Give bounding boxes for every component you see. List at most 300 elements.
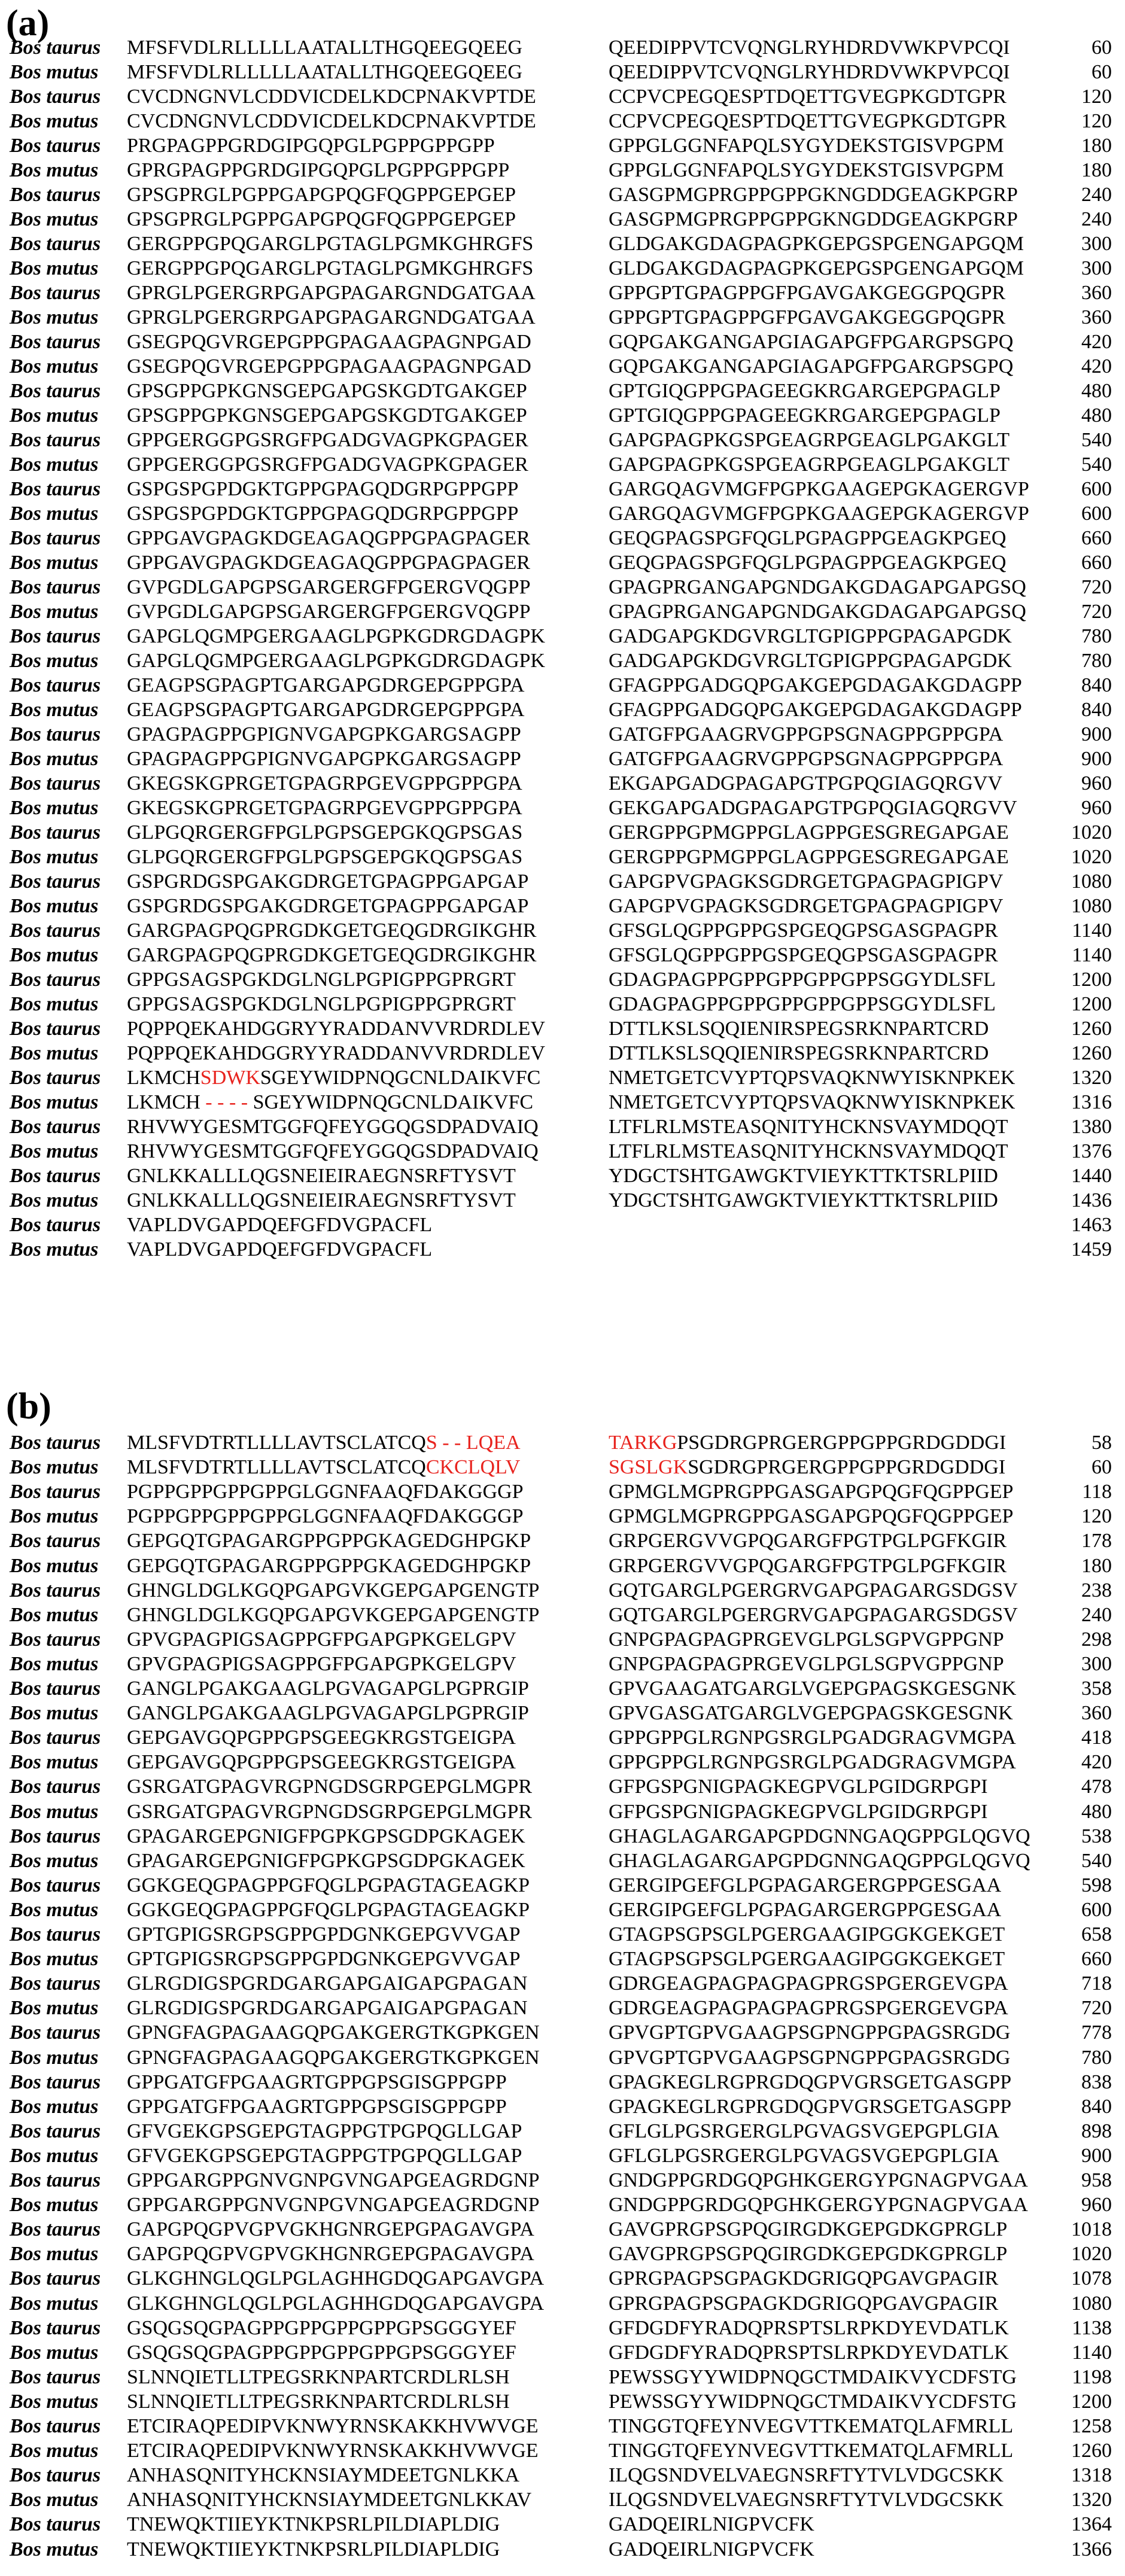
residue-position: 958 bbox=[1081, 2169, 1112, 2191]
species-label: Bos mutus bbox=[10, 1603, 99, 1626]
sequence-block-1 bbox=[127, 160, 509, 181]
species-label: Bos mutus bbox=[10, 944, 99, 966]
highlighted-residues: SGSLGK bbox=[609, 1456, 688, 1479]
species-label: Bos taurus bbox=[10, 1825, 101, 1847]
residue-position: 58 bbox=[1091, 1432, 1112, 1454]
residues: GGKGEQGPAGPPGFQGLPGPAGTAGEAGKP bbox=[127, 1898, 530, 1921]
residues: GLDGAKGDAGPAGPKGEPGSPGENGAPGQM bbox=[609, 233, 1024, 255]
sequence-block-2 bbox=[609, 2318, 1009, 2339]
residues: GHAGLAGARGAPGPDGNNGAQGPPGLQGVQ bbox=[609, 1849, 1030, 1872]
residues: GDRGEAGPAGPAGPAGPRGSPGERGEVGPA bbox=[609, 1972, 1008, 1995]
sequence-block-2 bbox=[609, 86, 1007, 107]
residue-position: 1018 bbox=[1071, 2218, 1112, 2241]
alignment-row bbox=[0, 111, 1125, 132]
species-label: Bos taurus bbox=[10, 184, 101, 206]
species-label: Bos mutus bbox=[10, 601, 99, 623]
residue-position: 240 bbox=[1081, 1603, 1112, 1626]
sequence-block-2 bbox=[609, 37, 1010, 58]
species-label: Bos mutus bbox=[10, 2341, 99, 2364]
sequence-block-1 bbox=[127, 135, 495, 156]
sequence-block-2 bbox=[609, 528, 1006, 549]
residues: GPVGPAGPIGSAGPPGFPGAPGPKGELGPV bbox=[127, 1628, 516, 1651]
residues: EKGAPGADGPAGAPGTPGPQGIAGQRGVV bbox=[609, 772, 1003, 794]
sequence-block-1 bbox=[127, 1629, 516, 1650]
residues: GPVGASGATGARGLVGEPGPAGSKGESGNK bbox=[609, 1702, 1013, 1725]
sequence-block-2 bbox=[609, 1899, 1001, 1920]
sequence-block-1 bbox=[127, 430, 528, 450]
residues: GNLKKALLLQGSNEIEIRAEGNSRFTYSVT bbox=[127, 1165, 516, 1187]
residues: PRGPAGPPGRDGIPGQPGLPGPPGPPGPP bbox=[127, 135, 495, 157]
residue-position: 1080 bbox=[1071, 870, 1112, 893]
residue-position: 1316 bbox=[1071, 1091, 1112, 1113]
residue-position: 180 bbox=[1081, 135, 1112, 157]
residue-position: 480 bbox=[1081, 404, 1112, 427]
residues: GPPGERGGPGSRGFPGADGVAGPKGPAGER bbox=[127, 429, 528, 451]
sequence-block-2 bbox=[609, 2072, 1011, 2093]
species-label: Bos mutus bbox=[10, 1751, 99, 1774]
residues: CVCDNGNVLCDDVICDELKDCPNAKVPTDE bbox=[127, 110, 536, 132]
sequence-block-1 bbox=[127, 2072, 507, 2093]
residues: GQPGAKGANGAPGIAGAPGFPGARGPSGPQ bbox=[609, 355, 1014, 377]
alignment-row bbox=[0, 135, 1125, 156]
sequence-block-1 bbox=[127, 37, 522, 58]
alignment-row bbox=[0, 920, 1125, 941]
sequence-block-1 bbox=[127, 871, 528, 892]
residues: GPPGSAGSPGKDGLNGLPGPIGPPGPRGRT bbox=[127, 969, 516, 991]
alignment-row bbox=[0, 577, 1125, 598]
residues: GFPGSPGNIGPAGKEGPVGLPGIDGRPGPI bbox=[609, 1800, 988, 1823]
residues: LKMCH bbox=[127, 1067, 200, 1089]
species-label: Bos taurus bbox=[10, 1727, 101, 1749]
species-label: Bos mutus bbox=[10, 1800, 99, 1823]
species-label: Bos mutus bbox=[10, 404, 99, 427]
sequence-block-1 bbox=[127, 1752, 516, 1773]
alignment-row bbox=[0, 430, 1125, 450]
residue-position: 960 bbox=[1081, 797, 1112, 819]
sequence-block-2 bbox=[609, 1092, 1015, 1113]
residues: GSQGSQGPAGPPGPPGPPGPPGPSGGGYEF bbox=[127, 2341, 516, 2364]
residues: GPPGSAGSPGKDGLNGLPGPIGPPGPRGRT bbox=[127, 993, 516, 1015]
sequence-block-2 bbox=[609, 1116, 1008, 1137]
residue-position: 360 bbox=[1081, 282, 1112, 304]
sequence-block-1 bbox=[127, 2096, 507, 2117]
sequence-block-1 bbox=[127, 2121, 522, 2142]
sequence-block-2 bbox=[609, 160, 1004, 181]
sequence-block-2 bbox=[609, 430, 1010, 450]
alignment-row bbox=[0, 1214, 1125, 1235]
alignment-row bbox=[0, 601, 1125, 622]
residue-position: 120 bbox=[1081, 110, 1112, 132]
sequence-block-2 bbox=[609, 822, 1009, 843]
residues: GPNGFAGPAGAAGQPGAKGERGTKGPKGEN bbox=[127, 2046, 540, 2069]
sequence-block-1 bbox=[127, 2391, 510, 2412]
sequence-block-2 bbox=[609, 356, 1013, 377]
residues: GSPGRDGSPGAKGDRGETGPAGPPGAPGAP bbox=[127, 870, 529, 893]
alignment-row bbox=[0, 1801, 1125, 1822]
alignment-row bbox=[0, 1457, 1125, 1478]
residues: RHVWYGESMTGGFQFEYGGQGSDPADVAIQ bbox=[127, 1116, 539, 1138]
alignment-row bbox=[0, 1998, 1125, 2018]
alignment-row bbox=[0, 773, 1125, 794]
residues: GSRGATGPAGVRGPNGDSGRPGEPGLMGPR bbox=[127, 1776, 533, 1798]
sequence-block-2 bbox=[609, 111, 1007, 132]
sequence-block-2 bbox=[609, 2514, 814, 2535]
species-label: Bos taurus bbox=[10, 1628, 101, 1651]
residue-position: 898 bbox=[1081, 2120, 1112, 2142]
residues: GFVGEKGPSGEPGTAGPPGTPGPQGLLGAP bbox=[127, 2144, 522, 2167]
sequence-block-2 bbox=[609, 2440, 1013, 2461]
residues: GDAGPAGPPGPPGPPGPPGPPSGGYDLSFL bbox=[609, 969, 996, 991]
species-label: Bos taurus bbox=[10, 576, 101, 598]
alignment-row bbox=[0, 1752, 1125, 1773]
residue-position: 538 bbox=[1081, 1825, 1112, 1847]
residue-position: 360 bbox=[1081, 1702, 1112, 1725]
sequence-block-1 bbox=[127, 1190, 516, 1211]
sequence-block-1 bbox=[127, 1165, 516, 1186]
sequence-block-1 bbox=[127, 601, 530, 622]
alignment-row bbox=[0, 1875, 1125, 1896]
residue-position: 1320 bbox=[1071, 2489, 1112, 2511]
alignment-row bbox=[0, 1703, 1125, 1724]
residues: CCPVCPEGQESPTDQETTGVEGPKGDTGPR bbox=[609, 86, 1007, 108]
sequence-block-1 bbox=[127, 797, 522, 818]
species-label: Bos taurus bbox=[10, 2169, 101, 2191]
species-label: Bos taurus bbox=[10, 1018, 101, 1040]
residues: GPMGLMGPRGPPGASGAPGPQGFQGPPGEP bbox=[609, 1481, 1014, 1503]
residues: GAPGLQGMPGERGAAGLPGPKGDRGDAGPK bbox=[127, 650, 545, 672]
residue-position: 1463 bbox=[1071, 1214, 1112, 1236]
residues: GTAGPSGPSGLPGERGAAGIPGGKGEKGET bbox=[609, 1948, 1005, 1971]
residues: GPSGPRGLPGPPGAPGPQGFQGPPGEPGEP bbox=[127, 184, 516, 206]
species-label: Bos taurus bbox=[10, 86, 101, 108]
alignment-row bbox=[0, 2170, 1125, 2191]
sequence-block-1 bbox=[127, 454, 528, 475]
residues: GFLGLPGSRGERGLPGVAGSVGEPGPLGIA bbox=[609, 2120, 1000, 2142]
sequence-block-1 bbox=[127, 650, 545, 671]
sequence-block-1 bbox=[127, 1018, 545, 1039]
alignment-row bbox=[0, 822, 1125, 843]
alignment-row bbox=[0, 282, 1125, 303]
sequence-block-2 bbox=[609, 1654, 1004, 1674]
residue-position: 1020 bbox=[1071, 846, 1112, 868]
species-label: Bos taurus bbox=[10, 1874, 101, 1896]
alignment-row bbox=[0, 1018, 1125, 1039]
residues: VAPLDVGAPDQEFGFDVGPACFL bbox=[127, 1214, 433, 1236]
sequence-block-1 bbox=[127, 2539, 500, 2560]
sequence-block-1 bbox=[127, 2342, 516, 2363]
sequence-block-2 bbox=[609, 626, 1012, 647]
residues: GAVGPRGPSGPQGIRGDKGEPGDKGPRGLP bbox=[609, 2243, 1008, 2266]
sequence-block-1 bbox=[127, 2318, 516, 2339]
residues: GPAGARGEPGNIGFPGPKGPSGDPGKAGEK bbox=[127, 1849, 525, 1872]
sequence-block-1 bbox=[127, 1481, 524, 1502]
sequence-block-1 bbox=[127, 2022, 540, 2043]
sequence-block-1 bbox=[127, 1555, 531, 1576]
residue-position: 480 bbox=[1081, 1800, 1112, 1823]
species-label: Bos mutus bbox=[10, 503, 99, 525]
alignment-row bbox=[0, 626, 1125, 647]
sequence-block-2 bbox=[609, 1043, 989, 1064]
residue-position: 600 bbox=[1081, 503, 1112, 525]
residues: GPVGPTGPVGAAGPSGPNGPPGPAGSRGDG bbox=[609, 2046, 1011, 2069]
residue-position: 838 bbox=[1081, 2070, 1112, 2093]
residues: GATGFPGAAGRVGPPGPSGNAGPPGPPGPA bbox=[609, 723, 1004, 745]
sequence-block-2 bbox=[609, 1629, 1004, 1650]
residues: MLSFVDTRTLLLLAVTSCLATCQ bbox=[127, 1456, 426, 1479]
alignment-row bbox=[0, 1432, 1125, 1453]
residue-position: 1258 bbox=[1071, 2415, 1112, 2437]
alignment-row bbox=[0, 1580, 1125, 1601]
sequence-block-2 bbox=[609, 969, 996, 990]
sequence-block-1 bbox=[127, 2440, 539, 2461]
residues: YDGCTSHTGAWGKTVIEYKTTKTSRLPIID bbox=[609, 1165, 998, 1187]
sequence-block-2 bbox=[609, 2170, 1028, 2191]
species-label: Bos taurus bbox=[10, 135, 101, 157]
sequence-block-2 bbox=[609, 2391, 1017, 2412]
species-label: Bos mutus bbox=[10, 1189, 99, 1211]
alignment-row bbox=[0, 1924, 1125, 1945]
residue-position: 1080 bbox=[1071, 895, 1112, 917]
alignment-row bbox=[0, 650, 1125, 671]
species-label: Bos mutus bbox=[10, 2144, 99, 2167]
alignment-row bbox=[0, 2489, 1125, 2510]
species-label: Bos mutus bbox=[10, 1849, 99, 1872]
sequence-block-2 bbox=[609, 282, 1005, 303]
species-label: Bos mutus bbox=[10, 355, 99, 377]
sequence-block-2 bbox=[609, 1998, 1008, 2018]
residues: GPPGAVGPAGKDGEAGAQGPPGPAGPAGER bbox=[127, 527, 530, 549]
species-label: Bos mutus bbox=[10, 650, 99, 672]
residue-position: 840 bbox=[1081, 2095, 1112, 2118]
species-label: Bos mutus bbox=[10, 110, 99, 132]
sequence-block-2 bbox=[609, 1727, 1016, 1748]
alignment-row bbox=[0, 2022, 1125, 2043]
species-label: Bos taurus bbox=[10, 380, 101, 402]
alignment-row bbox=[0, 356, 1125, 377]
species-label: Bos taurus bbox=[10, 1972, 101, 1995]
alignment-row bbox=[0, 1165, 1125, 1186]
sequence-block-2 bbox=[609, 2145, 999, 2166]
alignment-row bbox=[0, 2072, 1125, 2093]
residue-position: 300 bbox=[1081, 257, 1112, 279]
species-label: Bos taurus bbox=[10, 1530, 101, 1552]
alignment-row bbox=[0, 1555, 1125, 1576]
species-label: Bos taurus bbox=[10, 2120, 101, 2142]
sequence-block-1 bbox=[127, 1239, 432, 1260]
residues: TINGGTQFEYNVEGVTTKEMATQLAFMRLL bbox=[609, 2440, 1014, 2462]
alignment-row bbox=[0, 748, 1125, 769]
species-label: Bos taurus bbox=[10, 429, 101, 451]
residues: GANGLPGAKGAAGLPGVAGAPGLPGPRGIP bbox=[127, 1702, 529, 1725]
alignment-row bbox=[0, 1948, 1125, 1969]
residues: PQPPQEKAHDGGRYYRADDANVVRDRDLEV bbox=[127, 1042, 545, 1064]
residues: ILQGSNDVELVAEGNSRFTYTVLVDGCSKK bbox=[609, 2464, 1004, 2487]
alignment-row bbox=[0, 479, 1125, 500]
residues: SLNNQIETLLTPEGSRKNPARTCRDLRLSH bbox=[127, 2390, 510, 2413]
sequence-block-1 bbox=[127, 1530, 531, 1551]
residue-position: 120 bbox=[1081, 1505, 1112, 1528]
sequence-block-2 bbox=[609, 699, 1022, 720]
species-label: Bos mutus bbox=[10, 552, 99, 574]
sequence-block-1 bbox=[127, 1850, 525, 1871]
residues: GPTGPIGSRGPSGPPGPDGNKGEPGVVGAP bbox=[127, 1923, 521, 1945]
sequence-block-2 bbox=[609, 62, 1010, 83]
residues: GEPGAVGQPGPPGPSGEEGKRGSTGEIGPA bbox=[127, 1727, 516, 1749]
residues: GPAGKEGLRGPRGDQGPVGRSGETGASGPP bbox=[609, 2070, 1012, 2093]
alignment-row bbox=[0, 945, 1125, 966]
species-label: Bos taurus bbox=[10, 2513, 101, 2536]
residues: GPTGIQGPPGPAGEEGKRGARGEPGPAGLP bbox=[609, 380, 1001, 402]
residues: GADQEIRLNIGPVCFK bbox=[609, 2538, 814, 2560]
residues: PEWSSGYYWIDPNQGCTMDAIKVYCDFSTG bbox=[609, 2390, 1017, 2413]
sequence-block-2 bbox=[609, 847, 1009, 867]
species-label: Bos taurus bbox=[10, 969, 101, 991]
residue-position: 720 bbox=[1081, 1997, 1112, 2020]
sequence-block-1 bbox=[127, 675, 524, 696]
species-label: Bos taurus bbox=[10, 2365, 101, 2388]
residues: GDAGPAGPPGPPGPPGPPGPPSGGYDLSFL bbox=[609, 993, 996, 1015]
residue-position: 600 bbox=[1081, 1898, 1112, 1921]
residues: ETCIRAQPEDIPVKNWYRNSKAKKHVWVGE bbox=[127, 2440, 539, 2462]
residues: GAPGLQGMPGERGAAGLPGPKGDRGDAGPK bbox=[127, 625, 545, 647]
sequence-block-2 bbox=[609, 331, 1013, 352]
alignment-row bbox=[0, 2318, 1125, 2339]
sequence-block-2 bbox=[609, 1018, 989, 1039]
sequence-block-1 bbox=[127, 380, 527, 401]
alignment-row bbox=[0, 307, 1125, 328]
residues: GEQGPAGSPGFQGLPGPAGPPGEAGKPGEQ bbox=[609, 552, 1007, 574]
species-label: Bos taurus bbox=[10, 1432, 101, 1454]
residues: GPPGATGFPGAAGRTGPPGPSGISGPPGPP bbox=[127, 2070, 507, 2093]
species-label: Bos taurus bbox=[10, 1067, 101, 1089]
species-label: Bos taurus bbox=[10, 1214, 101, 1236]
sequence-block-2 bbox=[609, 1141, 1008, 1162]
sequence-block-2 bbox=[609, 1752, 1016, 1773]
residues: GERGIPGEFGLPGPAGARGERGPPGESGAA bbox=[609, 1874, 1002, 1896]
species-label: Bos mutus bbox=[10, 159, 99, 181]
residues: DTTLKSLSQQIENIRSPEGSRKNPARTCRD bbox=[609, 1042, 989, 1064]
residue-position: 660 bbox=[1081, 1948, 1112, 1971]
sequence-block-2 bbox=[609, 1826, 1030, 1847]
alignment-row bbox=[0, 184, 1125, 205]
species-label: Bos mutus bbox=[10, 699, 99, 721]
residues: GAPGPVGPAGKSGDRGETGPAGPAGPIGPV bbox=[609, 895, 1004, 917]
sequence-block-1 bbox=[127, 282, 536, 303]
residue-position: 478 bbox=[1081, 1776, 1112, 1798]
sequence-block-2 bbox=[609, 1555, 1007, 1576]
species-label: Bos taurus bbox=[10, 1677, 101, 1700]
residues: GPVGPAGPIGSAGPPGFPGAPGPKGELGPV bbox=[127, 1652, 516, 1675]
residues: GERGPPGPMGPPGLAGPPGESGREGAPGAE bbox=[609, 821, 1009, 844]
residue-position: 418 bbox=[1081, 1727, 1112, 1749]
residues: GFSGLQGPPGPPGSPGEQGPSGASGPAGPR bbox=[609, 944, 998, 966]
residues: SLNNQIETLLTPEGSRKNPARTCRDLRLSH bbox=[127, 2365, 510, 2388]
residues: GKEGSKGPRGETGPAGRPGEVGPPGPPGPA bbox=[127, 772, 522, 794]
residues: MLSFVDTRTLLLLAVTSCLATCQ bbox=[127, 1432, 426, 1454]
alignment-row bbox=[0, 871, 1125, 892]
residue-position: 900 bbox=[1081, 748, 1112, 770]
residues: ILQGSNDVELVAEGNSRFTYTVLVDGCSKK bbox=[609, 2489, 1004, 2511]
alignment-row bbox=[0, 1826, 1125, 1847]
species-label: Bos mutus bbox=[10, 895, 99, 917]
residue-position: 1260 bbox=[1071, 1042, 1112, 1064]
residue-position: 780 bbox=[1081, 625, 1112, 647]
alignment-row bbox=[0, 2268, 1125, 2289]
residues: GRPGERGVVGPQGARGFPGTPGLPGFKGIR bbox=[609, 1554, 1007, 1577]
alignment-row bbox=[0, 1899, 1125, 1920]
residues: CVCDNGNVLCDDVICDELKDCPNAKVPTDE bbox=[127, 86, 536, 108]
sequence-block-2 bbox=[609, 2293, 998, 2314]
sequence-block-1 bbox=[127, 552, 530, 573]
residues: GQTGARGLPGERGRVGAPGPAGARGSDGSV bbox=[609, 1603, 1018, 1626]
species-label: Bos taurus bbox=[10, 331, 101, 353]
alignment-row bbox=[0, 2219, 1125, 2240]
residue-position: 180 bbox=[1081, 1554, 1112, 1577]
sequence-block-1 bbox=[127, 1948, 521, 1969]
residues: GLRGDIGSPGRDGARGAPGAIGAPGPAGAN bbox=[127, 1972, 528, 1995]
residues: PEWSSGYYWIDPNQGCTMDAIKVYCDFSTG bbox=[609, 2365, 1017, 2388]
residue-position: 420 bbox=[1081, 355, 1112, 377]
species-label: Bos mutus bbox=[10, 1652, 99, 1675]
residues: GPAGPRGANGAPGNDGAKGDAGAPGAPGSQ bbox=[609, 576, 1026, 598]
alignment-row bbox=[0, 2465, 1125, 2486]
alignment-row bbox=[0, 258, 1125, 279]
residues: GPVGAAGATGARGLVGEPGPAGSKGESGNK bbox=[609, 1677, 1017, 1700]
residues: GAPGPAGPKGSPGEAGRPGEAGLPGAKGLT bbox=[609, 429, 1010, 451]
alignment-row bbox=[0, 896, 1125, 916]
residues: GPRGPAGPPGRDGIPGQPGLPGPPGPPGPP bbox=[127, 159, 510, 181]
residue-position: 780 bbox=[1081, 2046, 1112, 2069]
sequence-block-2 bbox=[609, 233, 1024, 254]
sequence-block-1 bbox=[127, 1678, 529, 1699]
residues: GAPGPAGPKGSPGEAGRPGEAGLPGAKGLT bbox=[609, 453, 1010, 476]
residues: GAVGPRGPSGPQGIRGDKGEPGDKGPRGLP bbox=[609, 2218, 1008, 2241]
residues: GARGQAGVMGFPGPKGAAGEPGKAGERGVP bbox=[609, 478, 1029, 500]
residue-position: 1380 bbox=[1071, 1116, 1112, 1138]
alignment-row bbox=[0, 380, 1125, 401]
residues: GSEGPQGVRGEPGPPGPAGAAGPAGNPGAD bbox=[127, 355, 531, 377]
residues: GPAGKEGLRGPRGDQGPVGRSGETGASGPP bbox=[609, 2095, 1012, 2118]
species-label: Bos taurus bbox=[10, 282, 101, 304]
sequence-block-2 bbox=[609, 2022, 1010, 2043]
residues: GEPGQTGPAGARGPPGPPGKAGEDGHPGKP bbox=[127, 1554, 531, 1577]
alignment-row bbox=[0, 1506, 1125, 1527]
alignment-row bbox=[0, 331, 1125, 352]
species-label: Bos taurus bbox=[10, 2415, 101, 2437]
alignment-row bbox=[0, 2440, 1125, 2461]
sequence-block-1 bbox=[127, 1826, 525, 1847]
residue-position: 178 bbox=[1081, 1530, 1112, 1552]
alignment-row bbox=[0, 2367, 1125, 2388]
alignment-row bbox=[0, 86, 1125, 107]
species-label: Bos taurus bbox=[10, 1165, 101, 1187]
residues: GPPGARGPPGNVGNPGVNGAPGEAGRDGNP bbox=[127, 2194, 540, 2216]
sequence-block-2 bbox=[609, 773, 1002, 794]
residues: GPPGARGPPGNVGNPGVNGAPGEAGRDGNP bbox=[127, 2169, 540, 2191]
species-label: Bos mutus bbox=[10, 2440, 99, 2462]
sequence-block-1 bbox=[127, 822, 522, 843]
residues: NMETGETCVYPTQPSVAQKNWYISKNPKEK bbox=[609, 1091, 1015, 1113]
residues: GPNGFAGPAGAAGQPGAKGERGTKGPKGEN bbox=[127, 2021, 540, 2044]
residues: GPPGERGGPGSRGFPGADGVAGPKGPAGER bbox=[127, 453, 528, 476]
species-label: Bos mutus bbox=[10, 2390, 99, 2413]
residues: TINGGTQFEYNVEGVTTKEMATQLAFMRLL bbox=[609, 2415, 1014, 2437]
panel-label: (b) bbox=[6, 1386, 51, 1427]
residues: PSGDRGPRGERGPPGPPGRDGDDGI bbox=[677, 1432, 1007, 1454]
residues: GFAGPPGADGQPGAKGEPGDAGAKGDAGPP bbox=[609, 674, 1022, 696]
sequence-block-2 bbox=[609, 577, 1026, 598]
species-label: Bos taurus bbox=[10, 2021, 101, 2044]
